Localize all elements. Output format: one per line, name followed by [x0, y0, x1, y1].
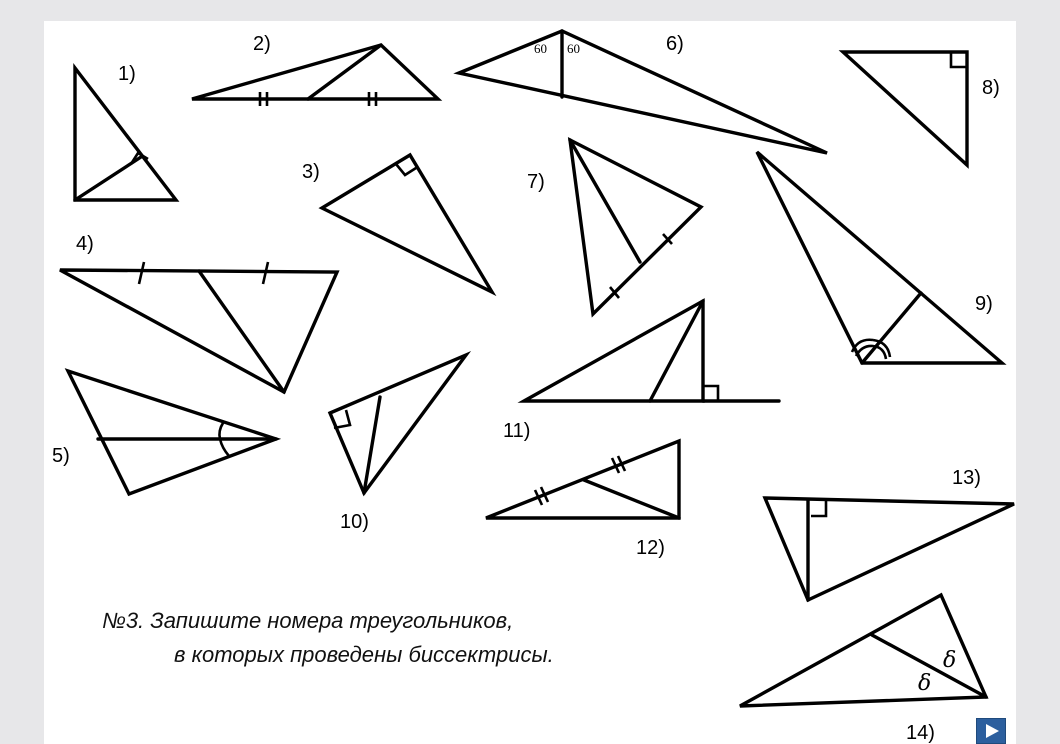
triangle-11	[524, 301, 779, 401]
task-line-2: в которых проведены биссектрисы.	[174, 642, 554, 667]
next-slide-button[interactable]	[976, 718, 1006, 744]
label-3: 3)	[302, 161, 320, 183]
label-1: 1)	[118, 63, 136, 85]
label-14: 14)	[906, 722, 935, 744]
label-11: 11)	[503, 420, 531, 442]
triangle-2	[192, 45, 438, 106]
angle-label-14-bottom: δ	[918, 671, 932, 696]
task-line-1: №3. Запишите номера треугольников,	[102, 608, 514, 633]
task-text	[102, 604, 554, 672]
angle-label-6-right: 60	[567, 41, 580, 56]
triangle-13	[765, 498, 1014, 600]
label-9: 9)	[975, 293, 993, 315]
triangle-5	[68, 371, 276, 494]
triangle-7	[570, 140, 701, 314]
label-7: 7)	[527, 171, 545, 193]
label-12: 12)	[636, 537, 665, 559]
angle-label-6-left: 60	[534, 41, 547, 56]
label-4: 4)	[76, 233, 94, 255]
triangle-8	[843, 52, 967, 165]
triangle-12	[486, 441, 679, 518]
triangle-3	[322, 155, 492, 292]
play-icon	[977, 719, 1005, 743]
triangle-10	[330, 355, 466, 493]
label-5: 5)	[52, 445, 70, 467]
triangle-9	[757, 152, 1002, 363]
label-13: 13)	[952, 467, 981, 489]
label-6: 6)	[666, 33, 684, 55]
triangle-6	[459, 31, 827, 153]
label-10: 10)	[340, 511, 369, 533]
label-2: 2)	[253, 33, 271, 55]
triangle-1	[75, 68, 176, 200]
angle-label-14-top: δ	[943, 648, 957, 673]
label-8: 8)	[982, 77, 1000, 99]
triangle-4	[60, 262, 337, 392]
